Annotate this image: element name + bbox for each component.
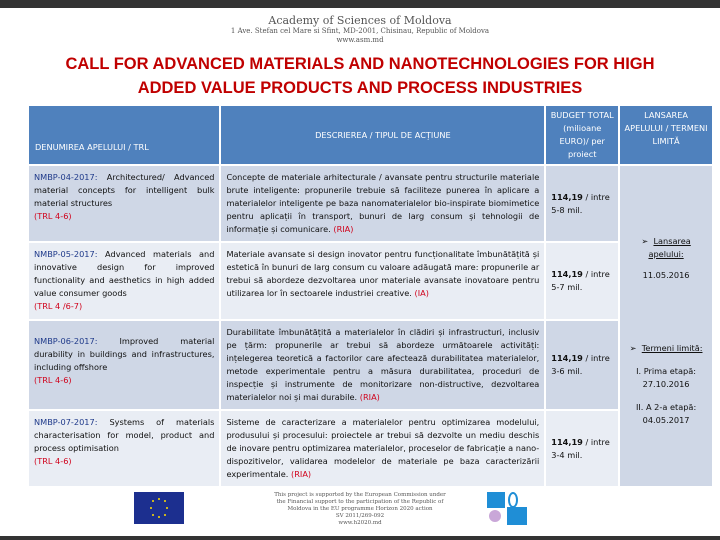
call-name: Improved material durability in buildings and infrastructures, including offshore xyxy=(34,336,215,372)
budget: 114,19 xyxy=(551,436,583,447)
header-call-name: DENUMIREA APELULUI / TRL xyxy=(29,106,219,164)
funding-line: This project is supported by the European Commission under xyxy=(274,492,446,498)
table-row xyxy=(29,321,712,409)
org-name: Academy of Sciences of Moldova xyxy=(268,14,452,27)
launch-date: 11.05.2016 xyxy=(642,270,690,280)
table-row xyxy=(29,166,712,241)
partner-logo xyxy=(508,492,518,508)
top-bar xyxy=(0,0,720,8)
action-type: (IA) xyxy=(414,288,429,298)
call-code: NMBP-06-2017: xyxy=(34,336,98,346)
call-code: NMBP-07-2017: xyxy=(34,417,98,427)
action-type: (RIA) xyxy=(291,469,312,479)
header-description: DESCRIEREA / TIPUL DE ACȚIUNE xyxy=(221,106,544,164)
budget-range: / intre 5-7 mil. xyxy=(551,269,610,292)
letterhead xyxy=(0,14,720,45)
org-address: 1 Ave. Stefan cel Mare si Sfint, MD-2001, Chisinau, Republic of Moldova xyxy=(230,27,490,35)
budget: 114,19 xyxy=(551,191,583,202)
budget-range: / intre 3-4 mil. xyxy=(551,436,610,460)
budget-range: / intre 3-6 mil. xyxy=(551,353,610,376)
budget: 114,19 xyxy=(551,269,583,279)
partner-logo xyxy=(489,510,501,522)
arrow-bullet-icon: ➢ xyxy=(641,236,649,246)
arrow-bullet-icon: ➢ xyxy=(629,343,637,353)
budget: 114,19 xyxy=(551,353,583,363)
call-code: NMBP-04-2017: xyxy=(34,172,98,182)
stage2-deadline: II. A 2-a etapă: 04.05.2017 xyxy=(635,402,697,425)
launch-label: Lansarea apelului: xyxy=(648,236,691,259)
action-type: (RIA) xyxy=(359,392,380,402)
funding-line: Moldova in the EU programme Horizon 2020 action xyxy=(287,506,433,512)
call-name: Architectured/ Advanced material concepts for intelligent bulk material structures xyxy=(34,172,215,208)
page-title: CALL FOR ADVANCED MATERIALS AND NANOTECHNOLOGIES FOR HIGH ADDED VALUE PRODUCTS AND PROCESS INDUSTRIES xyxy=(65,55,655,97)
eu-flag-logo xyxy=(134,492,184,524)
deadline-label: Termeni limită: xyxy=(641,343,703,353)
description: Durabilitate îmbunătățită a materialelor în clădiri și infrastructuri, inclusiv pe țărm: propunerile ar trebui să abordeze următoarele activități: ințelegerea teoretică a factorilor care afectează durabilitatea materialelor, metode experimentale pentru a măsura durabilitatea, proceduri de inspecție și instrumente de monitorizare non-distructive, dezvoltarea materialelor noi și mai durabile. xyxy=(226,327,540,402)
trl: (TRL 4-6) xyxy=(34,211,72,221)
description: Sisteme de caracterizare a materialelor pentru optimizarea modelului, produsului și procesului: proiectele ar trebui să dezvolte un mediu deschis de inovare pentru optimizarea materialelor, proceselor de fabricație a nano-dispozitivelor, validarea modelelor de materiale pe baza caracterizării experimentale. xyxy=(226,417,540,479)
table-row xyxy=(29,243,712,319)
call-name: Advanced materials and innovative design for improved functionality and aesthetics in high added value consumer goods xyxy=(34,249,215,298)
partner-logo xyxy=(487,492,505,508)
deadlines-cell xyxy=(620,166,712,486)
budget-range: / intre 5-8 mil. xyxy=(551,191,610,215)
calls-table xyxy=(27,104,714,488)
header-deadlines: LANSAREA APELULUI / TERMENI LIMITĂ xyxy=(620,106,712,164)
trl: (TRL 4-6) xyxy=(34,456,72,466)
trl: (TRL 4 /6-7) xyxy=(34,301,83,311)
partner-logo xyxy=(507,507,527,525)
table-row xyxy=(29,411,712,486)
funding-line: the Financial support to the participation of the Republic of xyxy=(276,499,444,505)
funding-line: SV 2011/269-092 xyxy=(335,513,385,519)
call-name: Systems of materials characterisation for model, product and process optimisation xyxy=(34,417,215,453)
description: Materiale avansate si design inovator pentru funcționalitate îmbunătățită și estetică în bunuri de larg consum cu valoare adăugată mare: propunerile ar trebui să abordeze dezvoltarea unor materiale avansate inovatoare pentru utilizarea lor în sectoarele industriei creative. xyxy=(226,249,540,298)
call-code: NMBP-05-2017: xyxy=(34,249,98,259)
funding-line: www.h2020.md xyxy=(338,520,382,526)
funding-notice xyxy=(250,492,470,527)
header-budget: BUDGET TOTAL (milioane EURO)/ per proiect xyxy=(546,106,618,164)
action-type: (RIA) xyxy=(333,224,354,234)
trl: (TRL 4-6) xyxy=(34,375,72,385)
description: Concepte de materiale arhitecturale / avansate pentru structurile materiale brute inteligente: propunerile trebuie să faciliteze punerea în aplicare a materialelor inteligente pe baza nanomaterialelor bio-inspirate biomimetice pentru aplicații în transport, bunuri de larg consum și tehnologii de informație și comunicare. xyxy=(226,172,540,234)
bottom-bar xyxy=(0,536,720,540)
org-website: www.asm.md xyxy=(336,36,384,44)
stage1-deadline: I. Prima etapă: 27.10.2016 xyxy=(636,366,697,389)
